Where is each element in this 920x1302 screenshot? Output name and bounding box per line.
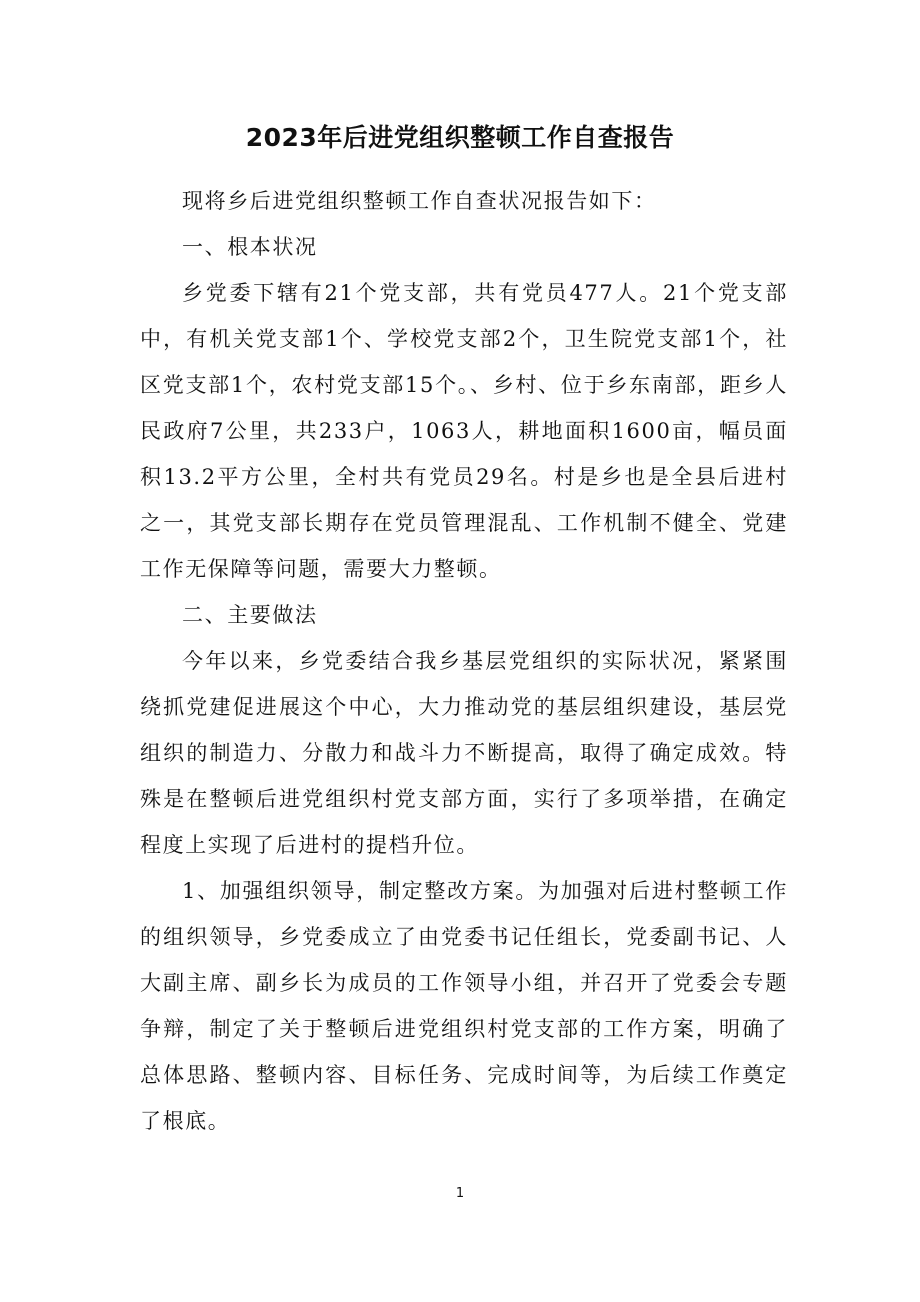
- intro-paragraph: 现将乡后进党组织整顿工作自查状况报告如下：: [182, 189, 657, 213]
- basic-situation-paragraph: 乡党委下辖有21个党支部，共有党员477人。21个党支部中，有机关党支部1个、学校党支部2个，卫生院党支部1个，社区党支部1个，农村党支部15个。、乡村、位于乡东南部，距乡人民政府7公里，共233户，1063人，耕地面积1600亩，幅员面积13.2平方公里，全村共有党员29名。村是乡也是全县后进村之一，其党支部长期存在党员管理混乱、工作机制不健全、党建工作无保障等问题，需要大力整顿。: [140, 281, 788, 581]
- page-number: 1: [455, 1186, 465, 1201]
- organization-leadership-paragraph: 1、加强组织领导，制定整改方案。为加强对后进村整顿工作的组织领导，乡党委成立了由党委书记任组长，党委副书记、人大副主席、副乡长为成员的工作领导小组，并召开了党委会专题争辩，制定了关于整顿后进党组织村党支部的工作方案，明确了总体思路、整顿内容、目标任务、完成时间等，为后续工作奠定了根底。: [140, 879, 788, 1133]
- section-heading-basic-situation: 一、根本状况: [182, 235, 318, 259]
- section-heading-main-practices: 二、主要做法: [182, 603, 318, 627]
- main-practices-paragraph: 今年以来，乡党委结合我乡基层党组织的实际状况，紧紧围绕抓党建促进展这个中心，大力推动党的基层组织建设，基层党组织的制造力、分散力和战斗力不断提高，取得了确定成效。特殊是在整顿后进党组织村党支部方面，实行了多项举措，在确定程度上实现了后进村的提档升位。: [140, 649, 788, 857]
- document-body: [140, 178, 788, 1144]
- document-title: 2023年后进党组织整顿工作自查报告: [245, 123, 675, 152]
